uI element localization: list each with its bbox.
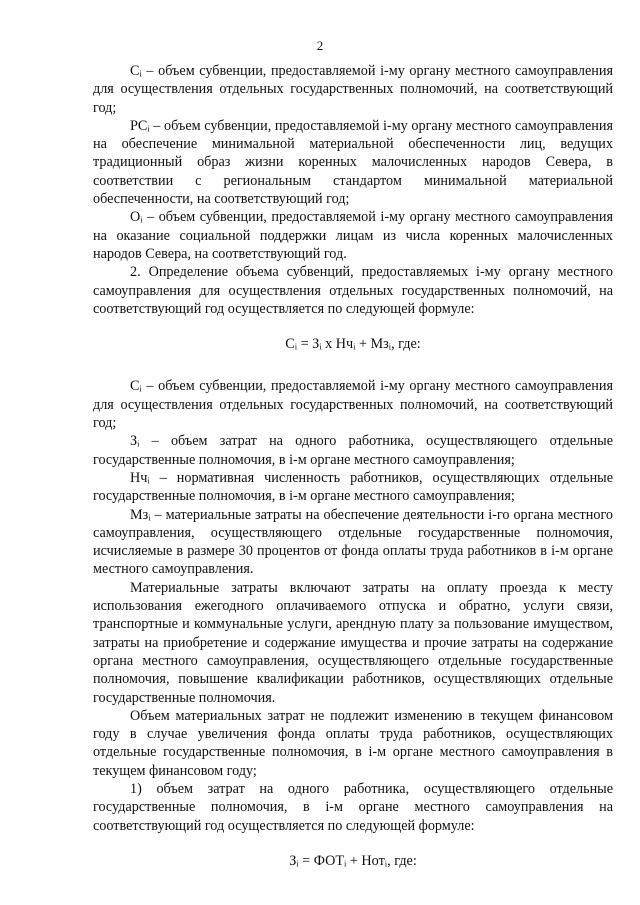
paragraph-section-2: 2. Определение объема субвенций, предоставляемых i-му органу местного самоуправления для осуществления отдельных государственных полномочий, на соответствующий год осуществляется по следующей формуле: — [93, 264, 613, 317]
paragraph-nch-definition: Нчᵢ – нормативная численность работников, осуществляющих отдельные государственные полномочия, в i-м органе местного самоуправления; — [93, 469, 613, 505]
paragraph-item-1: 1) объем затрат на одного работника, осуществляющего отдельные государственные полномочия, в i-м органе местного самоуправления на соответствующий год осуществляется по следующей формуле: — [93, 780, 613, 834]
document-body — [93, 62, 613, 870]
paragraph-material-costs: Материальные затраты включают затраты на оплату проезда к месту использования ежегодного оплачиваемого отпуска и обратно, услуги связи, транспортные и коммунальные услуги, арендную плату за пользование имуществом, затраты на приобретение и содержание имущества и прочие затраты на содержание органа местного самоуправления, осуществляющего отдельные государственные полномочия, повышение квалификации работников, осуществляющих отдельные государственные полномочия. — [93, 579, 613, 706]
paragraph-o-definition: Oᵢ – объем субвенции, предоставляемой i-му органу местного самоуправления на оказание социальной поддержки лицам из числа коренных малочисленных народов Севера, на соответствующий год. — [93, 209, 613, 262]
paragraph-c-definition: Cᵢ – объем субвенции, предоставляемой i-му органу местного самоуправления для осуществления отдельных государственных полномочий, на соответствующий год; — [93, 63, 613, 116]
paragraph-c-definition-repeat: Cᵢ – объем субвенции, предоставляемой i-му органу местного самоуправления для осуществления отдельных государственных полномочий, на соответствующий год; — [93, 378, 613, 432]
page-number: 2 — [316, 38, 324, 53]
formula-cost-per-employee: Зᵢ = ФОТᵢ + Нотᵢ, где: — [289, 852, 417, 869]
paragraph-mz-definition: Мзᵢ – материальные затраты на обеспечение деятельности i-го органа местного самоуправления, осуществляющего отдельные государственные полномочия, исчисляемые в размере 30 процентов от фонда оплаты труда работников в i-м органе местного самоуправления. — [93, 506, 613, 578]
formula-subvention: Cᵢ = Зᵢ x Нчᵢ + Мзᵢ, где: — [285, 336, 421, 353]
paragraph-pc-definition: PCᵢ – объем субвенции, предоставляемой i-му органу местного самоуправления на обеспечение минимальной материальной обеспеченности лиц, ведущих традиционный образ жизни коренных малочисленных народов Севера, в соответствии с региональным стандартом минимальной материальной обеспеченности, на соответствующий год; — [93, 117, 613, 208]
paragraph-material-costs-unchanged: Объем материальных затрат не подлежит изменению в текущем финансовом году в случае увеличения фонда оплаты труда работников, осуществляющих отдельные государственные полномочия, в i-м органе местного самоуправления в текущем финансовом году; — [93, 707, 613, 779]
paragraph-z-definition: Зᵢ – объем затрат на одного работника, осуществляющего отдельные государственные полномочия, в i-м органе местного самоуправления; — [93, 433, 613, 468]
